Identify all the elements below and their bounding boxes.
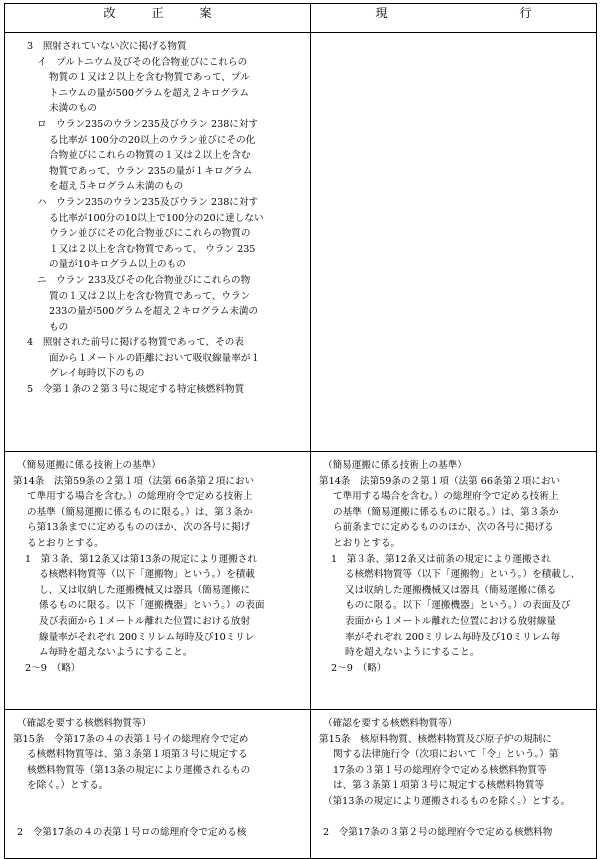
header-revised bbox=[5, 4, 311, 33]
text-line bbox=[13, 794, 310, 810]
header-current-label: 現 行 bbox=[375, 6, 532, 20]
text-line: 第15条 核原料物質、核燃料物質及び原子炉の規制に bbox=[319, 733, 552, 745]
text-line: （第13条の規定により運搬されるものを除く。）とする。 bbox=[323, 795, 571, 807]
text-line: 第14条 法第59条の２第１項（法第 66条第２項におい bbox=[13, 475, 255, 487]
row1-current-cell bbox=[311, 33, 597, 452]
text-line: 物質の１又は２以上を含む物質であって、プル bbox=[49, 72, 250, 84]
row3-revised-cell bbox=[5, 710, 311, 859]
text-line: ニ ウラン 233及びその化合物並びにこれらの物 bbox=[37, 274, 251, 286]
text-line: （簡易運搬に係る技術上の基準） bbox=[17, 460, 161, 471]
text-line: る核燃料物質等（以下「運搬物」という。）を積載 bbox=[39, 569, 255, 581]
text-line: 17条の３第１号の総理府令で定める核燃料物質等 bbox=[333, 764, 547, 776]
text-line: 係るものに限る。以下「運搬機器」という。）の表面 bbox=[39, 600, 265, 612]
text-line: 表面から１メートル離れた位置における放射線量 bbox=[345, 615, 557, 627]
text-line: し、又は収納した運搬機械又は器具（簡易運搬に bbox=[39, 584, 251, 596]
text-line: 2～9 （略） bbox=[25, 662, 81, 674]
text-line: もの bbox=[49, 321, 69, 333]
row2-current-cell bbox=[311, 452, 597, 710]
text-line: て準用する場合を含む。）の総理府令で定める技術上 bbox=[333, 491, 559, 503]
text-line: 物質であって、ウラン 235の量が１キログラム bbox=[49, 165, 253, 177]
row1-revised-cell bbox=[5, 33, 311, 452]
text-line: を超え５キログラム未満のもの bbox=[49, 181, 184, 193]
text-line bbox=[319, 810, 596, 826]
text-line: 5 令第１条の２第３号に規定する特定核燃料物質 bbox=[27, 384, 245, 396]
text-line: の基準（簡易運搬に係るものに限る。）は、第３条か bbox=[27, 506, 253, 518]
text-line: （簡易運搬に係る技術上の基準） bbox=[323, 460, 467, 471]
text-line: の基準（簡易運搬に係るものに限る。）は、第３条か bbox=[333, 506, 559, 518]
text-line: 合物並びにこれらの物質の１又は２以上を含む bbox=[49, 150, 251, 162]
text-line: 関する法律施行令（次項において「令」という。）第 bbox=[333, 749, 559, 761]
text-line: ら前条までに定めるもののほか、次の各号に掲げる bbox=[333, 522, 554, 534]
text-line: 第15条 令第17条の４の表第１号イの総理府令で定め bbox=[13, 733, 249, 745]
text-line bbox=[13, 810, 310, 826]
text-line: 第14条 法第59条の２第１項（法第 66条第２項におい bbox=[319, 475, 561, 487]
text-line: 4 照射された前号に掲げる物質であって、その表 bbox=[27, 337, 244, 349]
text-line: 質の１又は２以上を含む物質であって、ウラン bbox=[49, 290, 251, 302]
text-line: １又は２以上を含む物質であって、 ウラン 235 bbox=[49, 243, 256, 255]
row3-current-cell bbox=[311, 710, 597, 859]
text-line: ら第13条までに定めるもののほか、次の各号に掲げ bbox=[27, 522, 251, 534]
text-line: ウラン並びにその化合物並びにこれらの物質の bbox=[49, 228, 251, 240]
text-line: （確認を要する核燃料物質等） bbox=[17, 718, 152, 729]
text-line: 未満のもの bbox=[49, 103, 97, 115]
text-line: は、第３条第１項第３号に規定する核燃料物質等 bbox=[333, 780, 545, 792]
text-line: の量が10キログラム以上のもの bbox=[49, 259, 186, 271]
text-line: る核燃料物質等（以下「運搬物」という。）を積載し、 bbox=[345, 569, 581, 581]
text-line: トニウムの量が500グラムを超え２キログラム bbox=[49, 87, 249, 99]
text-line: 1 第３条、第12条又は前条の規定により運搬され bbox=[331, 553, 551, 565]
text-line: る比率が 100分の20以上のウラン並びにその化 bbox=[49, 134, 256, 146]
row2-revised-cell bbox=[5, 452, 311, 710]
text-line: ム毎時を超えないようにすること。 bbox=[39, 647, 193, 659]
text-line: 1 第３条、第12条又は第13条の規定により運搬され bbox=[25, 553, 257, 565]
text-line: 率がそれぞれ 200ミリレム毎時及び10ミリレム毎 bbox=[345, 631, 561, 643]
text-line: 核燃料物質等（第13条の規定により運搬されるもの bbox=[27, 764, 251, 776]
text-line: 3 照射されていない次に掲げる物質 bbox=[27, 41, 187, 52]
comparison-page bbox=[4, 3, 596, 859]
text-line: るとおりとする。 bbox=[27, 537, 104, 549]
text-line: 面から１メートルの距離において吸収線量率が１ bbox=[49, 352, 261, 364]
text-line: イ プルトニウム及びその化合物並びにこれらの bbox=[37, 56, 248, 68]
text-line: 線量率がそれぞれ 200ミリレム毎時及び10ミリレ bbox=[39, 631, 255, 643]
text-line: ものに限る。以下「運搬機器」という。）の表面及び bbox=[345, 600, 571, 612]
text-line: （確認を要する核燃料物質等） bbox=[323, 718, 458, 729]
text-line: ハ ウラン235のウラン235及びウラン 238に対す bbox=[37, 196, 259, 208]
text-line: ロ ウラン235のウラン235及びウラン 238に対す bbox=[37, 118, 259, 130]
header-current bbox=[311, 4, 597, 33]
text-line: 時を超えないようにすること。 bbox=[345, 647, 480, 659]
text-line: グレイ毎時以下のもの bbox=[49, 368, 145, 380]
text-line: る核燃料物質等は、第３条第１項第３号に規定する bbox=[27, 749, 248, 761]
text-line: て準用する場合を含む。）の総理府令で定める技術上 bbox=[27, 491, 253, 503]
text-line: 233の量が500グラムを超え２キログラム未満の bbox=[49, 306, 259, 318]
text-line: 2 令第17条の３第２号の総理府令で定める核燃料物 bbox=[323, 827, 553, 839]
comparison-table bbox=[4, 3, 597, 859]
text-line: 及び表面から１メートル離れた位置における放射 bbox=[39, 615, 251, 627]
text-line: 又は収納した運搬機械又は器具（簡易運搬に係る bbox=[345, 584, 557, 596]
text-line: る比率が100分の10以上で100分の20に達しない bbox=[49, 212, 264, 224]
text-line: とおりとする。 bbox=[333, 537, 401, 549]
header-revised-label: 改 正 案 bbox=[103, 6, 212, 20]
text-line: を除く。）とする。 bbox=[27, 780, 109, 792]
text-line: 2～9 （略） bbox=[331, 662, 387, 674]
text-line: 2 令第17条の４の表第１号ロの総理府令で定める核 bbox=[17, 827, 247, 839]
